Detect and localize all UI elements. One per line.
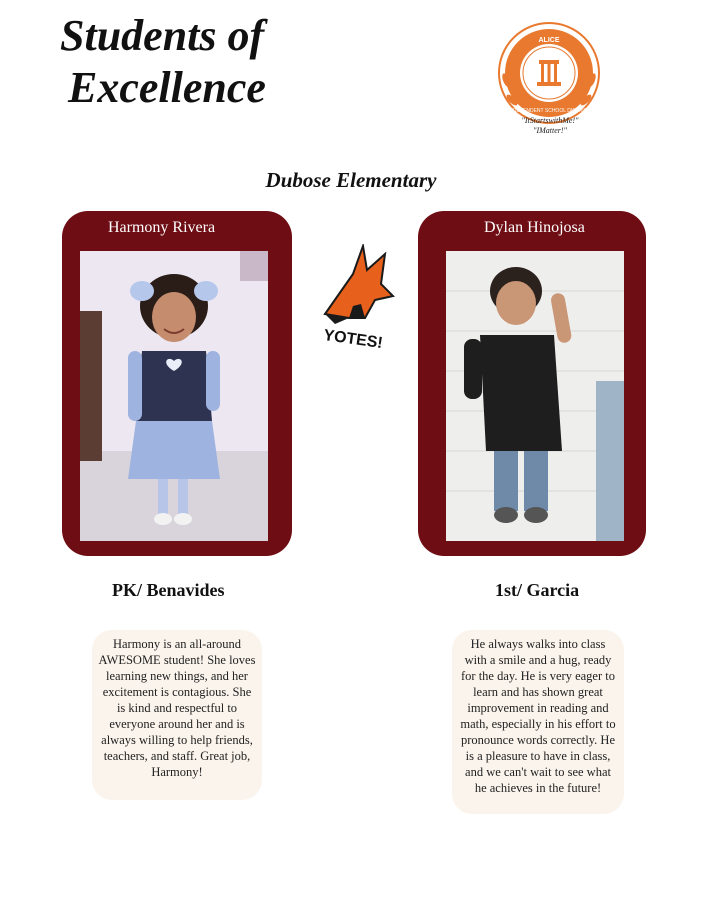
mascot-text: YOTES!	[322, 326, 384, 353]
student-blurb: He always walks into class with a smile and a hug, ready for the day. He is very eager to learn and has shown great improvement in reading and math, especially in his effort to pronounce words correctly. He is a pleasure to have in class, and we can't wait to see what he achieves in the future!	[452, 630, 624, 814]
student-class-label: 1st/ Garcia	[495, 580, 580, 600]
student-name: Harmony Rivera	[108, 219, 216, 236]
title-line-2: Excellence	[68, 63, 266, 112]
page-title	[60, 10, 266, 114]
seal-top-text: ALICE	[538, 37, 560, 44]
student-card-dylan	[418, 211, 646, 556]
seal-ring-text: INDEPENDENT SCHOOL DISTRICT	[507, 108, 591, 114]
district-motto	[492, 116, 608, 136]
school-name: Dubose Elementary	[265, 168, 437, 192]
motto-line-1: "ItStartswithMe!"	[521, 116, 579, 125]
student-photo	[446, 251, 624, 541]
student-blurb: Harmony is an all-around AWESOME student! She loves learning new things, and her excitement is contagious. She is kind and respectful to everyone around her and is always willing to help friends, teachers, and staff. Great job, Harmony!	[92, 630, 262, 800]
coyote-howling-icon	[305, 244, 401, 354]
student-card-harmony	[62, 211, 292, 556]
student-name: Dylan Hinojosa	[484, 219, 585, 236]
student-class-label: PK/ Benavides	[112, 580, 225, 600]
title-line-1: Students of	[60, 11, 265, 60]
motto-line-2: "IMatter!"	[533, 126, 567, 135]
district-seal-logo	[496, 20, 602, 126]
student-photo	[80, 251, 268, 541]
